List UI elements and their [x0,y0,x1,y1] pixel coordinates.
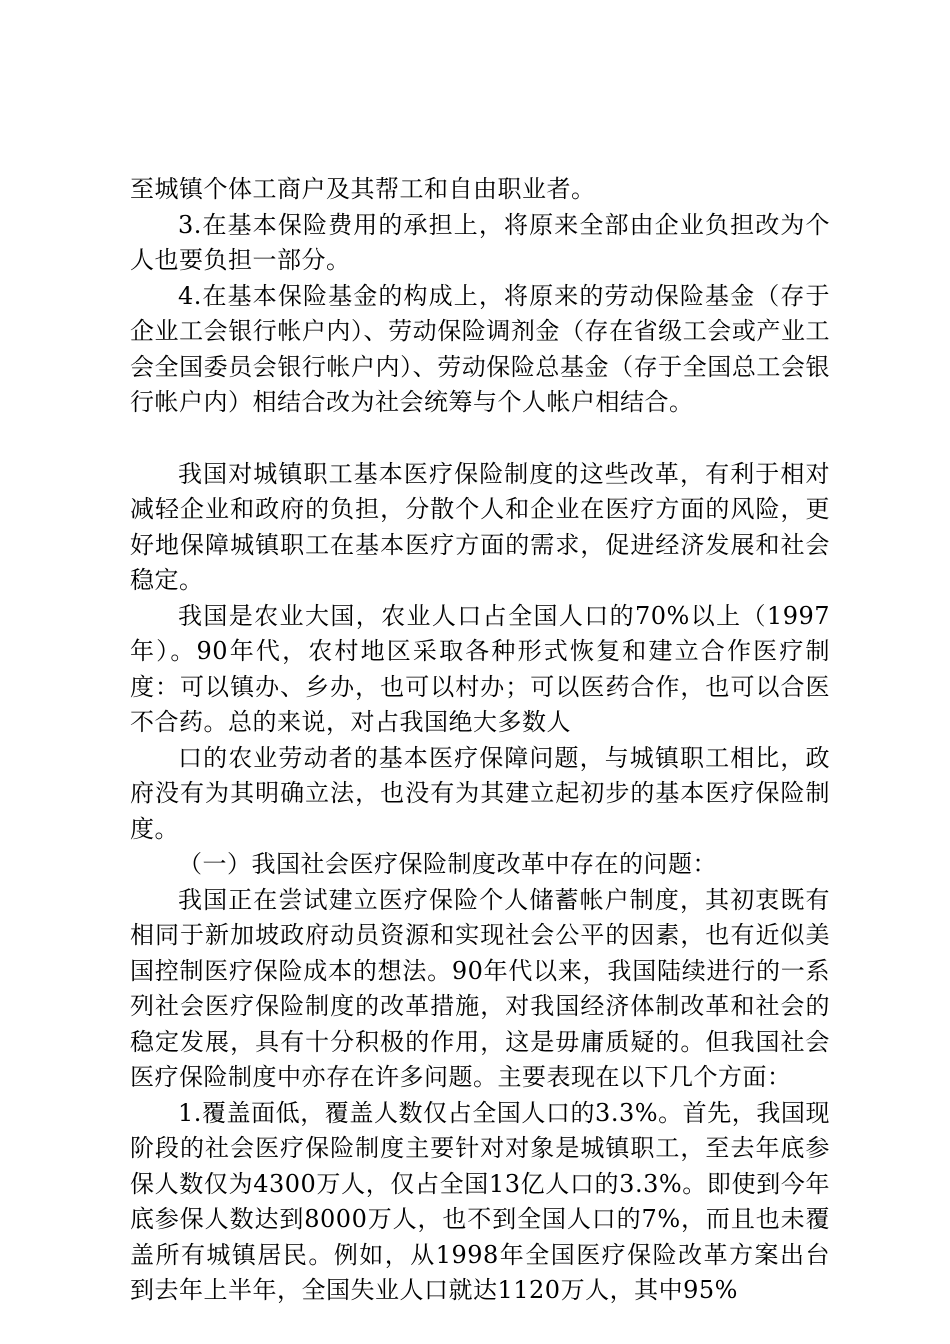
paragraph-item-3: 3.在基本保险费用的承担上，将原来全部由企业负担改为个人也要负担一部分。 [130,210,830,274]
paragraph-continuation: 至城镇个体工商户及其帮工和自由职业者。 [130,175,596,203]
document-body [130,172,830,1309]
paragraph-reform-benefits: 我国对城镇职工基本医疗保险制度的这些改革，有利于相对减轻企业和政府的负担，分散个人和企业在医疗方面的风险，更好地保障城镇职工在基本医疗方面的需求，促进经济发展和社会稳定。 [130,459,830,594]
paragraph-rural-population: 我国是农业大国，农业人口占全国人口的70%以上（1997年）。90年代，农村地区采取各种形式恢复和建立合作医疗制度：可以镇办、乡办，也可以村办；可以医药合作，也可以合医不合药。总的来说，对占我国绝大多数人 [130,601,830,736]
paragraph-savings-account: 我国正在尝试建立医疗保险个人储蓄帐户制度，其初衷既有相同于新加坡政府动员资源和实现社会公平的因素，也有近似美国控制医疗保险成本的想法。90年代以来，我国陆续进行的一系列社会医疗保险制度的改革措施，对我国经济体制改革和社会的稳定发展，具有十分积极的作用，这是毋庸质疑的。但我国社会医疗保险制度中亦存在许多问题。主要表现在以下几个方面： [130,885,830,1091]
paragraph-coverage-low: 1.覆盖面低，覆盖人数仅占全国人口的3.3%。首先，我国现阶段的社会医疗保险制度主要针对对象是城镇职工，至去年底参保人数仅为4300万人，仅占全国13亿人口的3.3%。即使到今年底参保人数达到8000万人，也不到全国人口的7%，而且也未覆盖所有城镇居民。例如，从1998年全国医疗保险改革方案出台到去年上半年，全国失业人口就达1120万人，其中95% [130,1098,830,1304]
paragraph-rural-continuation: 口的农业劳动者的基本医疗保障问题，与城镇职工相比，政府没有为其明确立法，也没有为其建立起初步的基本医疗保险制度。 [130,743,830,843]
paragraph-item-4: 4.在基本保险基金的构成上，将原来的劳动保险基金（存于企业工会银行帐户内）、劳动保险调剂金（存在省级工会或产业工会全国委员会银行帐户内）、劳动保险总基金（存于全国总工会银行帐户内）相结合改为社会统筹与个人帐户相结合。 [130,281,830,416]
section-heading-problems: （一）我国社会医疗保险制度改革中存在的问题： [178,850,717,878]
